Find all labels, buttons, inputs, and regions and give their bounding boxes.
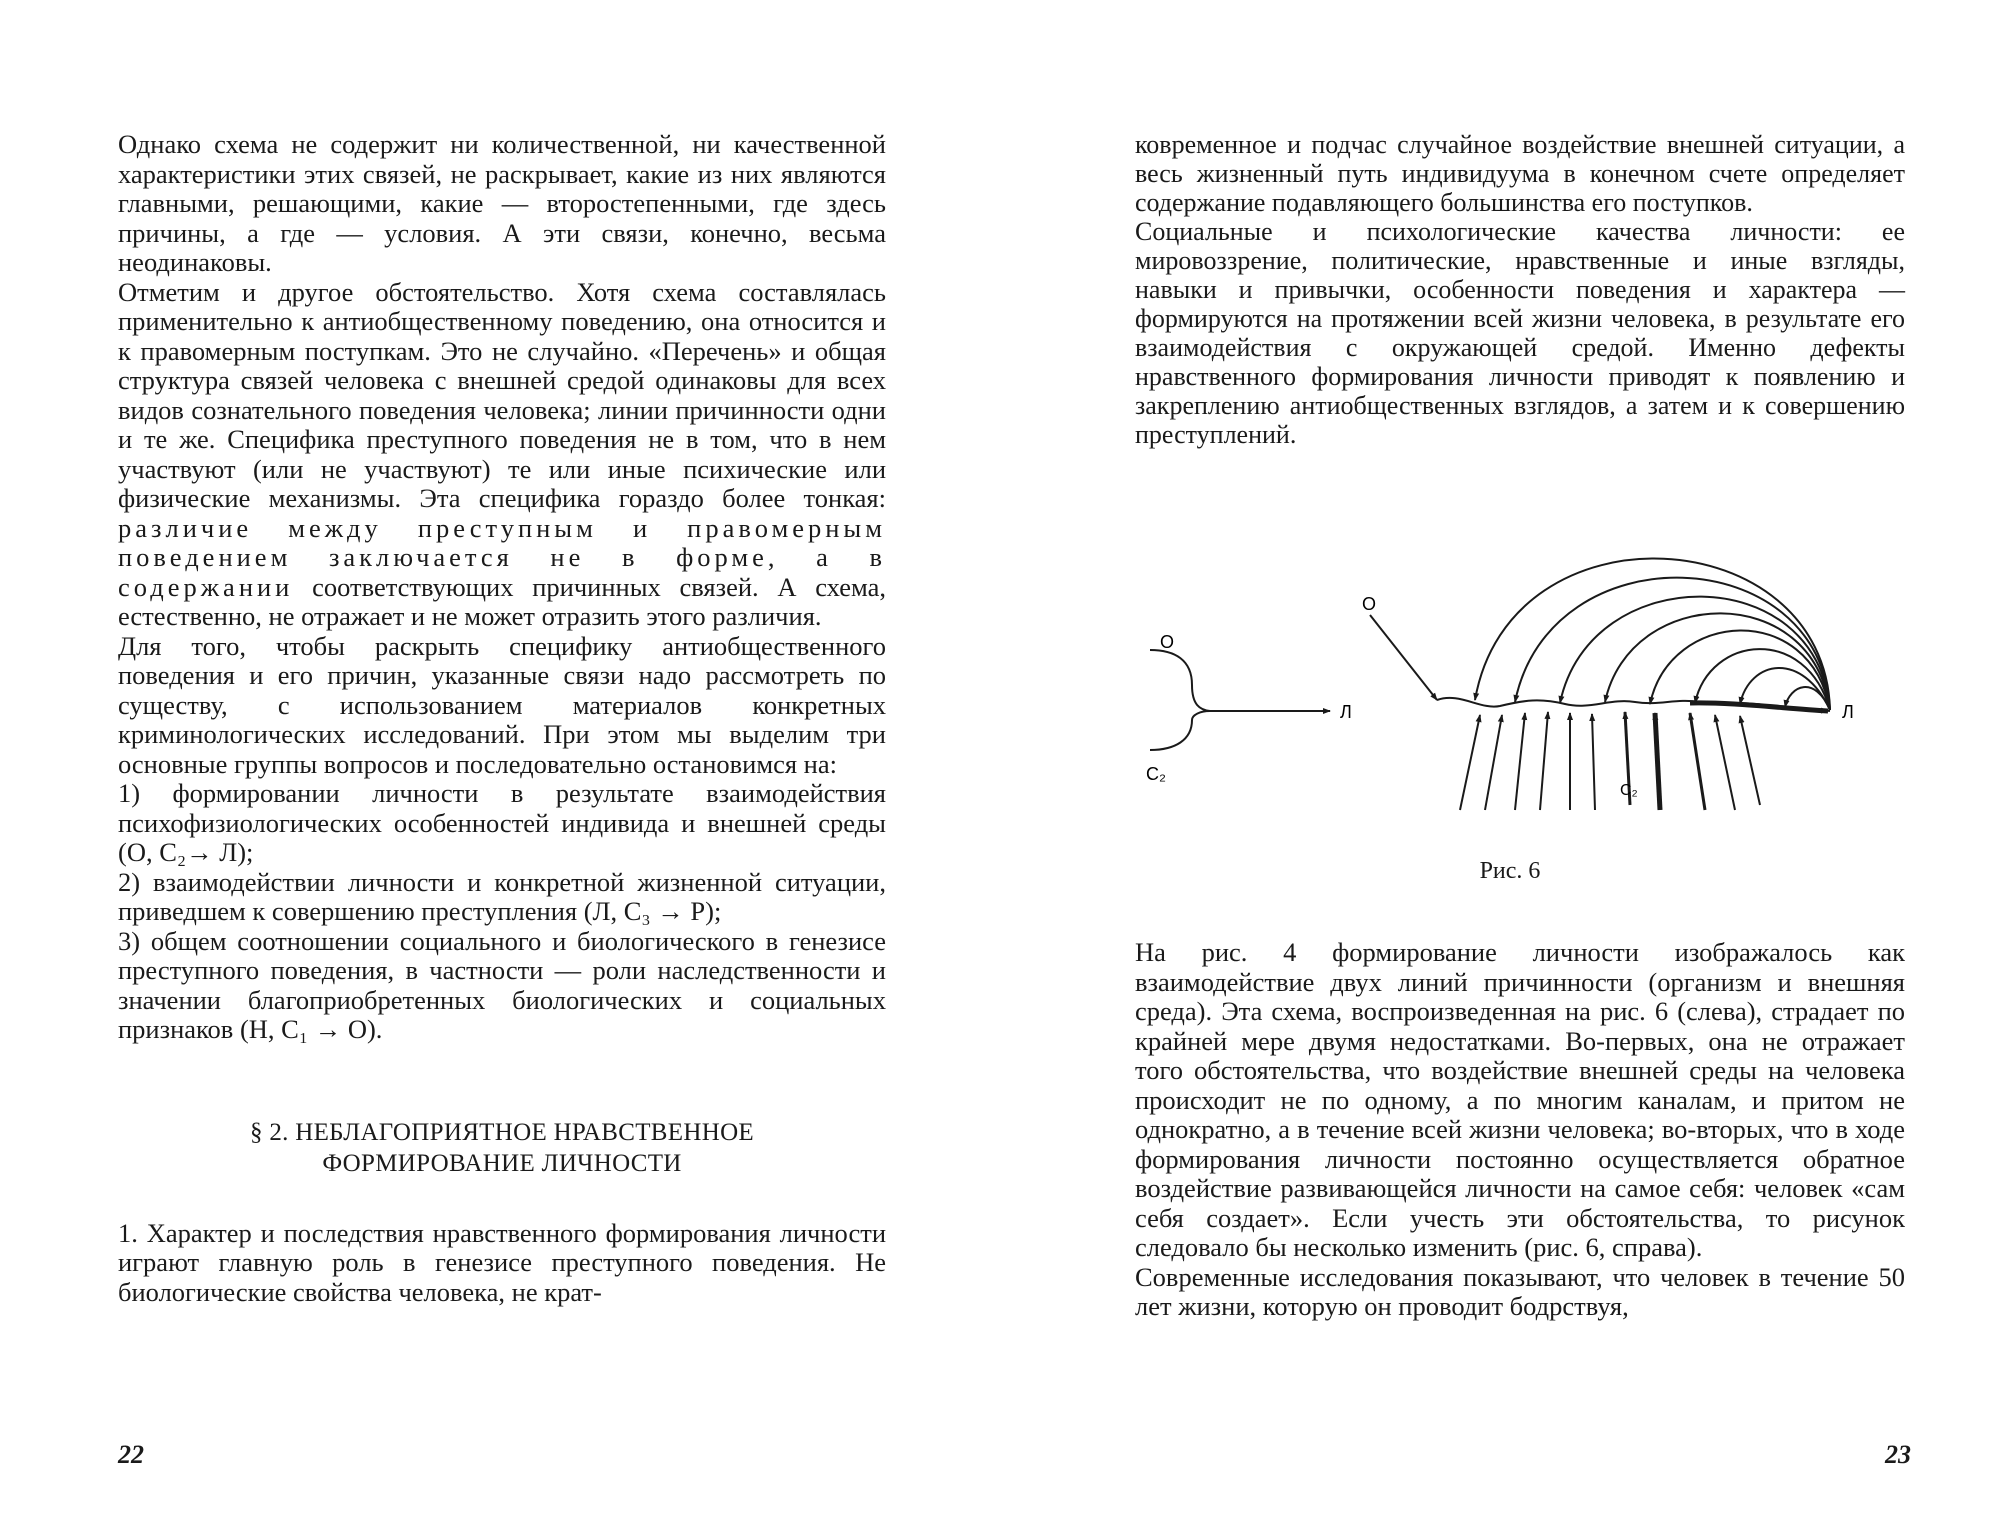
life-path-bold [1690, 703, 1828, 711]
list-item: 3) общем соотношении социального и биологического в генезисе преступного поведения, в частности — роли наследственности и значении благоприобретенных биологических и социальных признаков (Н, C₁ → О). [118, 925, 886, 1044]
right-page [1000, 0, 2000, 1513]
figure-diagram [1130, 460, 1890, 860]
paragraph: Современные исследования показывают, что человек в течение 50 лет жизни, которую он проводит бодрствуя, [1135, 1261, 1905, 1321]
right-text-column [1135, 130, 1905, 449]
left-diagram [1150, 650, 1330, 750]
paragraph: Для того, чтобы раскрыть специфику антиобщественного поведения и его причин, указанные связи надо рассмотреть по существу, с использованием материалов конкретных криминологических исследований. При этом мы выделим три основные группы вопросов и последовательно остановимся на: [118, 630, 886, 779]
list-item: 2) взаимодействии личности и конкретной жизненной ситуации, приведшем к совершению преступления (Л, C₃ → Р); [118, 866, 886, 926]
right-c2-label: С₂ [1620, 782, 1638, 799]
figure-caption: Рис. 6 [1479, 858, 1541, 884]
env-arrow [1515, 713, 1525, 810]
c2-line [1150, 711, 1210, 750]
env-arrow [1690, 713, 1705, 810]
env-arrow [1592, 714, 1595, 810]
paragraph [118, 278, 886, 632]
paragraph: Социальные и психологические качества личности: ее мировоззрение, политические, нравственные и иные взгляды, навыки и привычки, особенности поведения и характера — формируются на протяжении всей жизни человека, в результате его взаимодействия с окружающей средой. Именно дефекты нравственного формирования личности приводят к появлению и закреплению антиобщественных взглядов, а затем и к совершению преступлений. [1135, 217, 1905, 449]
section-heading-line: § 2. НЕБЛАГОПРИЯТНОЕ НРАВСТВЕННОЕ [249, 1118, 754, 1146]
right-diagram [1370, 559, 1830, 810]
o-line [1150, 650, 1210, 711]
env-arrow [1540, 712, 1548, 810]
section-heading-line: ФОРМИРОВАНИЕ ЛИЧНОСТИ [322, 1149, 682, 1177]
env-arrow [1740, 716, 1760, 805]
list-item: 1) формировании личности в результате взаимодействия психофизиологических особенностей индивида и внешней среды (О, C₂→ Л); [118, 778, 886, 867]
right-l-label: Л [1842, 702, 1854, 722]
left-o-label: О [1160, 632, 1175, 652]
figure-6 [1130, 460, 1890, 884]
feedback-arc [1475, 559, 1830, 710]
paragraph: Однако схема не содержит ни количественной, ни качественной характеристики этих связей, не раскрывает, какие из них являются главными, решающими, какие — второстепенными, где здесь причины, а где — условия. А эти связи, конечно, весьма неодинаковы. [118, 129, 886, 277]
paragraph-text: Отметим и другое обстоятельство. Хотя схема составлялась применительно к антиобщественному поведению, она относится и к правомерным поступкам. Это не случайно. «Перечень» и общая структура связей человека с внешней средой одинаковы для всех видов сознательного поведения человека; линии причинности одни и те же. Специфика преступного поведения не в том, что в нем участвуют (или не участвуют) те или иные психические или физические механизмы. Эта специфика гораздо более тонкая: [118, 276, 886, 513]
page-number: 22 [118, 1440, 144, 1469]
left-l-label: Л [1340, 702, 1352, 722]
emphasized-text: различие между преступным и правомерным поведением заключается не в форме, а в содержании [118, 512, 886, 602]
feedback-arc [1515, 578, 1830, 710]
env-arrow [1460, 715, 1480, 810]
paragraph-text: соответствующих причинных связей. А схема, естественно, не отражает и не может отразить этого различия. [118, 571, 887, 631]
o-arrow [1370, 615, 1437, 700]
env-arrow [1715, 715, 1735, 810]
section-heading [118, 1117, 886, 1179]
right-lower-text [1135, 938, 1905, 1322]
feedback-arc [1560, 597, 1830, 710]
left-c2-label: С₂ [1146, 764, 1166, 784]
paragraph: ковременное и подчас случайное воздействие внешней ситуации, а весь жизненный путь индивидуума в конечном счете определяет содержание подавляющего большинства его поступков. [1135, 130, 1905, 217]
env-arrow [1485, 715, 1502, 810]
page-number: 23 [1885, 1440, 1911, 1469]
left-text-column [118, 130, 886, 1307]
env-arrow [1655, 713, 1660, 810]
right-o-label: О [1362, 594, 1377, 614]
feedback-arc [1605, 613, 1830, 710]
paragraph: 1. Характер и последствия нравственного формирования личности играют главную роль в генезисе преступного поведения. Не биологические свойства человека, не крат- [118, 1217, 886, 1307]
paragraph: На рис. 4 формирование личности изображалось как взаимодействие двух линий причинности (организм и внешняя среда). Эта схема, воспроизведенная на рис. 6 (слева), страдает по крайней мере двумя недостатками. Во-первых, она не отражает того обстоятельства, что воздействие внешней среды на человека происходит не по одному, а по многим каналам, и притом не однократно, а в течение всей жизни человека; во-вторых, что в ходе формирования личности постоянно осуществляется обратное воздействие развивающейся личности на самое себя: человек «сам себя создает». Если учесть эти обстоятельства, то рисунок следовало бы несколько изменить (рис. 6, справа). [1135, 937, 1905, 1262]
